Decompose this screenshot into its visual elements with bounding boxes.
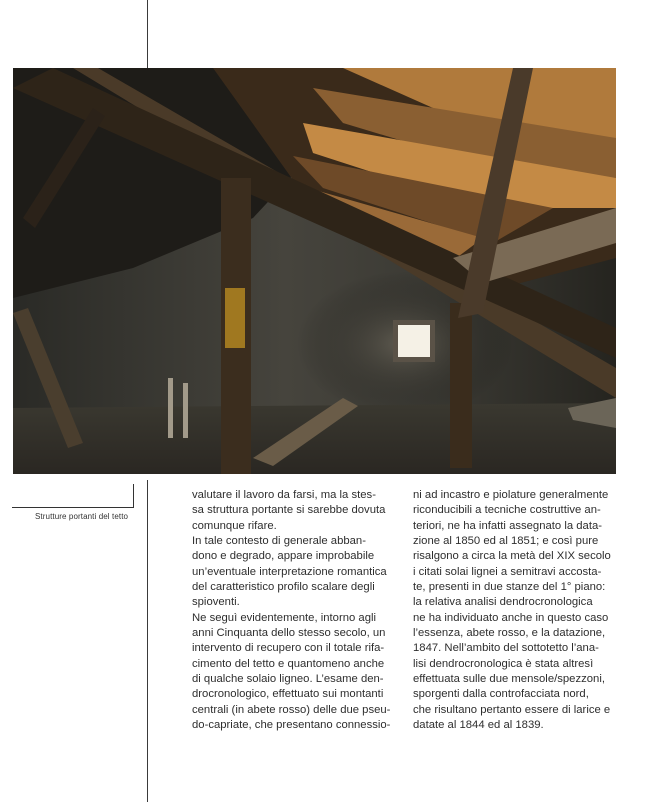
column-line: te, presenti in due stanze del 1° piano: [413, 581, 606, 594]
column-line: sporgenti dalla controfacciata nord, [413, 688, 589, 701]
column-line: riconducibili a tecniche costruttive an- [413, 504, 601, 517]
column-line: Ne seguì evidentemente, intorno agli [192, 611, 377, 624]
column-line: dono e degrado, appare improbabile [192, 550, 375, 563]
column-line: cimento del tetto e quantomeno anche [192, 657, 385, 670]
photo-caption: Strutture portanti del tetto [35, 512, 129, 521]
column-line: del caratteristico profilo scalare degli [192, 581, 375, 594]
margin-rule-top [147, 0, 148, 68]
column-line: comunque rifare. [192, 519, 277, 532]
column-line: spioventi. [192, 596, 240, 609]
column-line: lisi dendrocronologica è stata altresì [413, 657, 594, 670]
caption-underline [12, 507, 134, 508]
column-line: In tale contesto di generale abban- [192, 535, 366, 548]
caption-tick [133, 484, 134, 508]
column-line: che risultano pertanto essere di larice e [413, 703, 611, 716]
column-line: valutare il lavoro da farsi, ma la stes- [192, 489, 376, 501]
column-line: effettuata sulle due mensole/spezzoni, [413, 673, 605, 686]
column-line: zione al 1850 ed al 1851; e così pure [413, 535, 599, 548]
column-line: intervento di recupero con il totale rifa- [192, 642, 385, 655]
column-line: do-capriate, che presentano connessio- [192, 719, 391, 732]
column-line: un’eventuale interpretazione romantica [192, 565, 387, 578]
column-line: 1847. Nell’ambito del sottotetto l’ana- [413, 642, 599, 655]
margin-rule-bottom [147, 480, 148, 802]
column-line: anni Cinquanta dello stesso secolo, un [192, 627, 386, 640]
column-line: sa struttura portante si sarebbe dovuta [192, 504, 386, 517]
column-line: datate al 1844 ed al 1839. [413, 719, 544, 732]
column-line: i citati solai lignei a semitravi accosta- [413, 565, 602, 578]
column-line: la relativa analisi dendrocronologica [413, 596, 593, 609]
text-column-left [192, 488, 398, 734]
column-line: risalgono a circa la metà del XIX secolo [413, 550, 611, 563]
column-line: ne ha individuato anche in questo caso [413, 611, 609, 624]
attic-roof-structure-photo [13, 68, 616, 474]
attic-photo [13, 68, 616, 474]
column-line: di qualche solaio ligneo. L’esame den- [192, 673, 384, 686]
column-line: centrali (in abete rosso) delle due pseu- [192, 703, 391, 716]
column-line: drocronologico, effettuato sui montanti [192, 688, 384, 701]
text-column-right [413, 488, 620, 734]
column-line: teriori, ne ha infatti assegnato la data- [413, 519, 603, 532]
column-line: l’essenza, abete rosso, e la datazione, [413, 627, 606, 640]
column-line: ni ad incastro e piolature generalmente [413, 489, 609, 501]
